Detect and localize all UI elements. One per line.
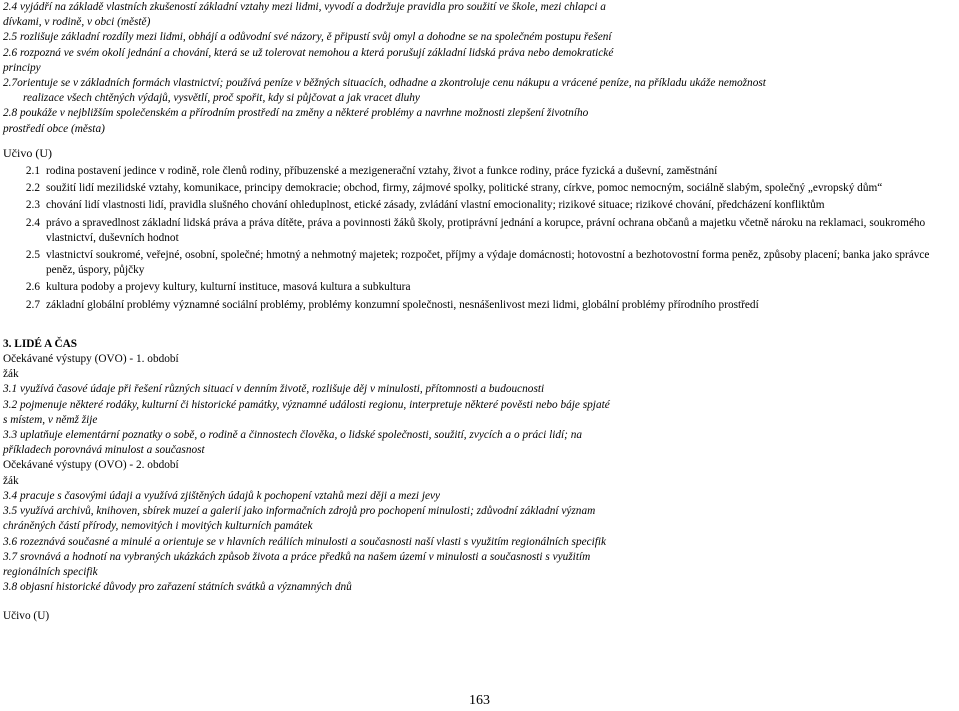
pupil-label: žák [3,368,19,381]
outcome-line: 3.1 využívá časové údaje při řešení různých situací v denním životě, rozlišuje děj v minulosti, přítomnosti a budoucnosti [3,383,545,396]
spacer [3,595,957,609]
curriculum-item-text: vlastnictví soukromé, veřejné, osobní, společné; hmotný a nehmotný majetek; rozpočet, příjmy a výdaje domácnosti; hotovostní a bezhotovostní forma peněz, způsoby placení; banka jako správce peněz, úspory, půjčky [46,249,930,277]
outcome-line: 2.8 poukáže v nejbližším společenském a přírodním prostředí na změny a některé problémy a navrhne možnosti zlepšení životního [3,107,589,120]
outcome-line: dívkami, v rodině, v obci (městě) [3,16,151,29]
outcomes-heading-period-2: Očekávané výstupy (OVO) - 2. období [3,459,179,472]
curriculum-list [3,164,957,313]
curriculum-item [3,181,957,196]
curriculum-item [3,298,957,313]
curriculum-item [3,164,957,179]
curriculum-item-text: soužití lidí mezilidské vztahy, komunikace, principy demokracie; obchod, firmy, zájmové spolky, politické strany, církve, pomoc nemocným, sociálně slabým, společný „evropský dům“ [46,182,883,195]
outcome-line: příkladech porovnává minulost a současnost [3,444,205,457]
curriculum-heading: Učivo (U) [3,145,52,160]
outcome-line: 3.8 objasní historické důvody pro zařazení státních svátků a významných dnů [3,581,352,594]
curriculum-item [3,280,957,295]
curriculum-item-text: právo a spravedlnost základní lidská práva a práva dítěte, práva a povinnosti žáků školy, protiprávní jednání a korupce, právní ochrana občanů a majetku včetně nároku na reklamaci, soukromého vlastnictví, duševních hodnot [46,216,926,244]
outcome-line: 3.5 využívá archivů, knihoven, sbírek muzeí a galerií jako informačních zdrojů pro pochopení minulosti; zdůvodní základní význam [3,505,596,518]
curriculum-item-number: 2.2 [25,182,40,195]
outcomes-period-1 [3,382,957,458]
outcomes-period-2 [3,489,957,595]
curriculum-item-number: 2.1 [25,165,40,178]
document-page [3,0,957,625]
outcome-line: 3.2 pojmenuje některé rodáky, kulturní či historické památky, významné události regionu, interpretuje některé pověsti nebo báje spjaté [3,398,610,411]
curriculum-item-text: rodina postavení jedince v rodině, role členů rodiny, příbuzenské a mezigenerační vztahy, život a funkce rodiny, práce fyzická a duševní, zaměstnání [46,165,718,178]
curriculum-item-text: základní globální problémy významné sociální problémy, problémy konzumní společnosti, nesnášenlivost mezi lidmi, globální problémy přírodního prostředí [46,298,759,311]
curriculum-item-number: 2.4 [25,216,40,229]
outcome-line: principy [3,61,41,74]
outcome-line: 2.5 rozlišuje základní rozdíly mezi lidmi, obhájí a odůvodní své názory, ě připustí svůj omyl a dohodne se na společném postupu řešení [3,31,612,44]
curriculum-item-text: chování lidí vlastnosti lidí, pravidla slušného chování ohleduplnost, etické zásady, zvládání vlastní emocionality; rizikové situace; rizikové chování, předcházení konfliktům [46,199,825,212]
outcome-line: 3.6 rozeznává současné a minulé a orientuje se v hlavních reáliích minulosti a současnosti naší vlasti s využitím regionálních specifik [3,535,607,548]
page-number: 163 [469,693,490,708]
outcome-line: 3.3 uplatňuje elementární poznatky o sobě, o rodině a činnostech člověka, o lidské společnosti, soužití, zvycích a o práci lidí; na [3,429,583,442]
curriculum-item-number: 2.5 [25,249,40,262]
curriculum-heading: Učivo (U) [3,610,50,623]
curriculum-item-number: 2.6 [25,281,40,294]
outcome-line: realizace všech chtěných výdajů, vysvětlí, proč spořit, kdy si půjčovat a jak vracet dluhy [23,92,420,105]
pupil-label: žák [3,474,19,487]
outcome-line: 2.6 rozpozná ve svém okolí jednání a chování, která se už tolerovat nemohou a která porušují základní lidská práva nebo demokratické [3,46,614,59]
outcome-line: 2.4 vyjádří na základě vlastních zkušeností základní vztahy mezi lidmi, vyvodí a dodržuje pravidla pro soužití ve škole, mezi chlapci a [3,1,606,13]
curriculum-item [3,198,957,213]
curriculum-item [3,216,957,246]
outcome-line: chráněných částí přírody, nemovitých i movitých kulturních památek [3,520,313,533]
outcome-line: 3.4 pracuje s časovými údaji a využívá zjištěných údajů k pochopení vztahů mezi ději a mezi jevy [3,489,441,502]
section-title: 3. LIDÉ A ČAS [3,337,78,350]
curriculum-item-number: 2.3 [25,199,40,212]
curriculum-item-number: 2.7 [25,298,40,311]
outcome-line: prostředí obce (města) [3,122,105,135]
outcome-line: 3.7 srovnává a hodnotí na vybraných ukázkách způsob života a práce předků na našem území v minulosti a současnosti s využitím [3,550,591,563]
outcome-line: 2.7orientuje se v základních formách vlastnictví; používá peníze v běžných situacích, odhadne a zkontroluje cenu nákupu a vrácené peníze, na příkladu ukáže nemožnost [3,77,766,90]
curriculum-item [3,248,957,278]
outcome-line: s místem, v němž žije [3,413,98,426]
top-outcomes [3,0,957,137]
outcomes-heading-period-1: Očekávané výstupy (OVO) - 1. období [3,353,179,366]
outcome-line: regionálních specifik [3,565,98,578]
curriculum-item-text: kultura podoby a projevy kultury, kulturní instituce, masová kultura a subkultura [46,281,411,294]
